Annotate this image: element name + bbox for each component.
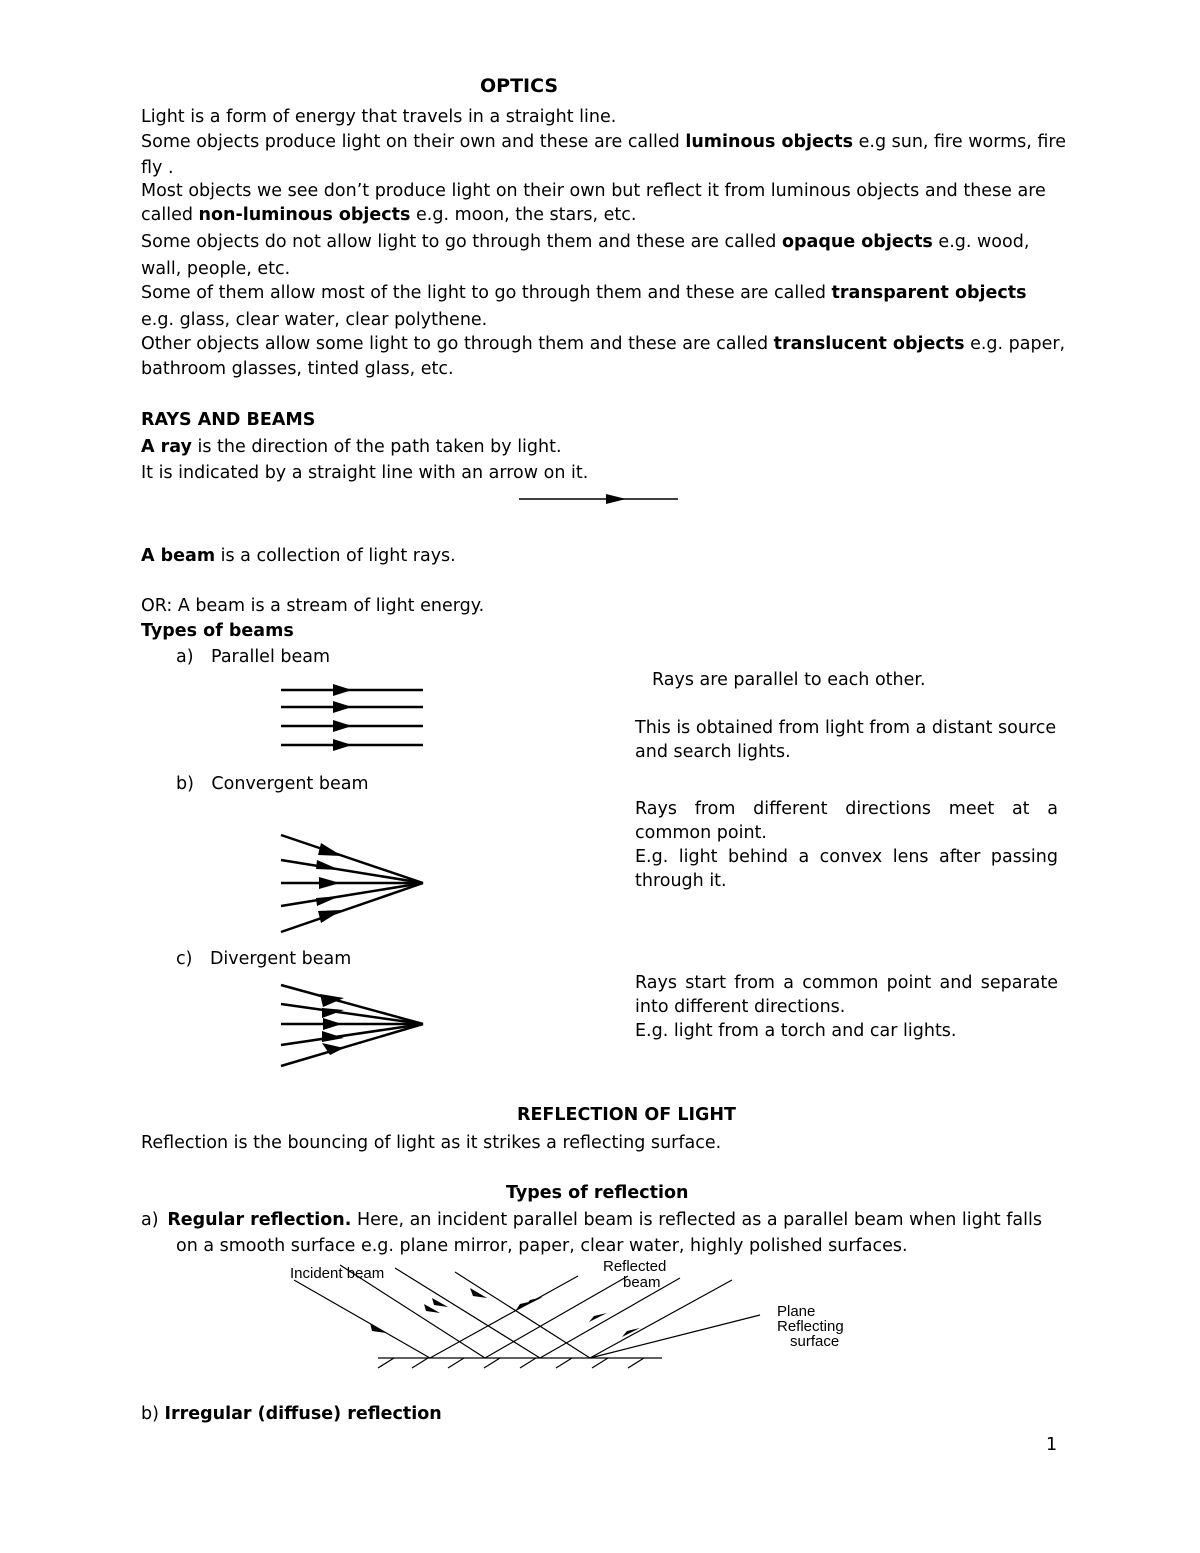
intro-line: Most objects we see don’t produce light on their own but reflect it from luminous objects and these are: [141, 181, 1046, 201]
convergent-desc: through it.: [635, 871, 727, 891]
reflected-beam-label: Reflected: [603, 1258, 667, 1275]
intro-line: bathroom glasses, tinted glass, etc.: [141, 359, 454, 379]
reflection-definition: Reflection is the bouncing of light as it strikes a reflecting surface.: [141, 1133, 722, 1153]
intro-line: Some of them allow most of the light to go through them and these are called transparent objects: [141, 283, 1027, 303]
intro-line: Light is a form of energy that travels in a straight line.: [141, 107, 617, 127]
intro-line: e.g. glass, clear water, clear polythene.: [141, 310, 488, 330]
intro-line: wall, people, etc.: [141, 259, 291, 279]
page-number: 1: [1046, 1435, 1058, 1455]
section-heading-rays: RAYS AND BEAMS: [141, 410, 316, 430]
convergent-desc: Rays from different directions meet at a: [635, 799, 1058, 819]
types-of-reflection-heading: Types of reflection: [506, 1183, 689, 1203]
ray-indication: It is indicated by a straight line with an arrow on it.: [141, 463, 589, 483]
intro-line: called non-luminous objects e.g. moon, the stars, etc.: [141, 205, 637, 225]
beam-definition: A beam is a collection of light rays.: [141, 546, 456, 566]
intro-line: Some objects produce light on their own and these are called luminous objects e.g sun, fire worms, fire: [141, 132, 1066, 152]
divergent-desc: into different directions.: [635, 997, 846, 1017]
regular-reflection-line: a) Regular reflection. Here, an incident parallel beam is reflected as a parallel beam when light falls: [141, 1210, 1042, 1230]
convergent-beam-label: b) Convergent beam: [176, 774, 369, 794]
types-of-beams-heading: Types of beams: [141, 621, 294, 641]
beam-definition-alt: OR: A beam is a stream of light energy.: [141, 596, 485, 616]
intro-line: Other objects allow some light to go through them and these are called translucent objects e.g. paper,: [141, 334, 1066, 354]
section-heading-reflection: REFLECTION OF LIGHT: [517, 1105, 736, 1125]
intro-line: fly .: [141, 158, 174, 178]
parallel-desc: Rays are parallel to each other.: [652, 670, 926, 690]
incident-beam-label: Incident beam: [290, 1265, 385, 1282]
plane-surface-label: Plane: [777, 1303, 816, 1320]
plane-surface-label: Reflecting: [777, 1318, 844, 1335]
ray-definition: A ray is the direction of the path taken by light.: [141, 437, 562, 457]
divergent-desc: E.g. light from a torch and car lights.: [635, 1021, 957, 1041]
plane-surface-label: surface: [790, 1333, 840, 1350]
divergent-desc: Rays start from a common point and separate: [635, 973, 1058, 993]
parallel-desc: This is obtained from light from a distant source: [635, 718, 1057, 738]
regular-reflection-line: on a smooth surface e.g. plane mirror, paper, clear water, highly polished surfaces.: [176, 1236, 908, 1256]
parallel-beam-label: a) Parallel beam: [176, 647, 331, 667]
divergent-beam-label: c) Divergent beam: [176, 949, 352, 969]
parallel-desc: and search lights.: [635, 742, 791, 762]
convergent-desc: common point.: [635, 823, 767, 843]
page-title: OPTICS: [480, 75, 559, 97]
intro-line: Some objects do not allow light to go through them and these are called opaque objects e.g. wood,: [141, 232, 1030, 252]
irregular-reflection-heading: b) Irregular (diffuse) reflection: [141, 1404, 442, 1424]
reflected-beam-label: beam: [623, 1274, 661, 1291]
convergent-desc: E.g. light behind a convex lens after passing: [635, 847, 1058, 867]
